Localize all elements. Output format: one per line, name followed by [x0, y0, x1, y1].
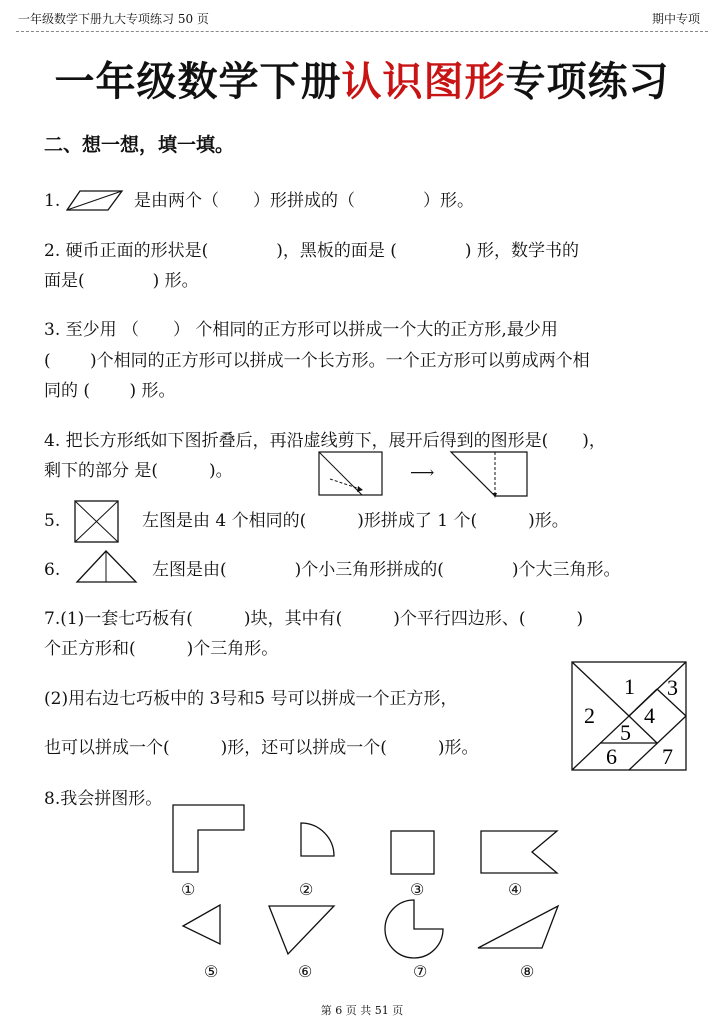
header-left: 一年级数学下册九大专项练习 50 页 — [18, 12, 209, 26]
section-heading: 二、想一想，填一填。 — [44, 134, 235, 156]
tangram-label-4: 4 — [644, 703, 655, 728]
tangram-label-1: 1 — [624, 674, 635, 699]
shape-7-three-quarter-circle — [384, 898, 446, 960]
q7-line3: (2)用右边七巧板中的 3号和5 号可以拼成一个正方形， — [44, 689, 458, 709]
q4-arrow: ⟶ — [410, 463, 435, 483]
header-divider — [16, 31, 708, 32]
shape-label-8: ⑧ — [520, 962, 535, 981]
q6-num: 6. — [44, 560, 61, 580]
shape-3-square — [390, 830, 436, 876]
tangram-label-2: 2 — [584, 703, 595, 728]
q7-line2: 个正方形和( )个三角形。 — [44, 639, 279, 659]
shape-2-quarter-circle — [300, 822, 336, 858]
q7-line1: 7.(1)一套七巧板有( )块，其中有( )个平行四边形、( ) — [44, 609, 584, 629]
q1-text: 是由两个（ ）形拼成的（ ）形。 — [134, 191, 474, 211]
parallelogram-figure — [66, 190, 124, 212]
shape-1-l-shape — [172, 804, 246, 874]
tangram-label-3: 3 — [667, 675, 678, 700]
q5-num: 5. — [44, 511, 61, 531]
page-footer: 第 6 页 共 51 页 — [320, 1004, 404, 1017]
page-title — [0, 50, 724, 107]
q7-line4: 也可以拼成一个( )形，还可以拼成一个( )形。 — [44, 738, 479, 758]
q4-line1: 4. 把长方形纸如下图折叠后，再沿虚线剪下，展开后得到的图形是( )， — [44, 431, 606, 451]
q6-text: 左图是由( )个小三角形拼成的( )个大三角形。 — [152, 560, 621, 580]
shape-label-5: ⑤ — [204, 962, 219, 981]
q4-line2: 剩下的部分 是( )。 — [44, 461, 233, 481]
title-part2: 认识图形 — [341, 58, 506, 105]
shape-6-triangle — [268, 904, 336, 956]
q3-line3: 同的 ( ) 形。 — [44, 381, 176, 401]
shape-label-4: ④ — [508, 880, 523, 899]
shape-5-triangle — [182, 904, 222, 946]
q2-line2: 面是( ) 形。 — [44, 271, 199, 291]
q3-line1: 3. 至少用 （ ） 个相同的正方形可以拼成一个大的正方形,最少用 — [44, 320, 558, 340]
q5-text: 左图是由 4 个相同的( )形拼成了 1 个( )形。 — [142, 511, 569, 531]
shape-8-triangle — [476, 904, 562, 950]
shape-label-3: ③ — [410, 880, 425, 899]
q1-num: 1. — [44, 191, 61, 211]
shape-label-7: ⑦ — [413, 962, 428, 981]
q3-line2: ( )个相同的正方形可以拼成一个长方形。一个正方形可以剪成两个相 — [44, 351, 590, 371]
split-triangle-figure — [76, 550, 138, 584]
header-right: 期中专项 — [651, 12, 700, 26]
unfolded-paper-figure — [450, 451, 530, 499]
title-part1: 一年级数学下册 — [54, 58, 342, 105]
folded-paper-figure — [318, 451, 384, 497]
tangram-label-6: 6 — [606, 744, 617, 769]
q8-text: 8.我会拼图形。 — [44, 789, 163, 809]
q2-line1: 2. 硬币正面的形状是( )，黑板的面是 ( ) 形，数学书的 — [44, 241, 579, 261]
square-diagonals-figure — [74, 500, 120, 544]
shape-label-1: ① — [181, 880, 196, 899]
shape-label-2: ② — [299, 880, 314, 899]
tangram-label-5: 5 — [620, 720, 631, 745]
shape-4-flag — [480, 830, 560, 876]
title-part3: 专项练习 — [505, 58, 670, 105]
shape-label-6: ⑥ — [298, 962, 313, 981]
tangram-figure — [570, 660, 688, 772]
tangram-label-7: 7 — [662, 744, 673, 769]
